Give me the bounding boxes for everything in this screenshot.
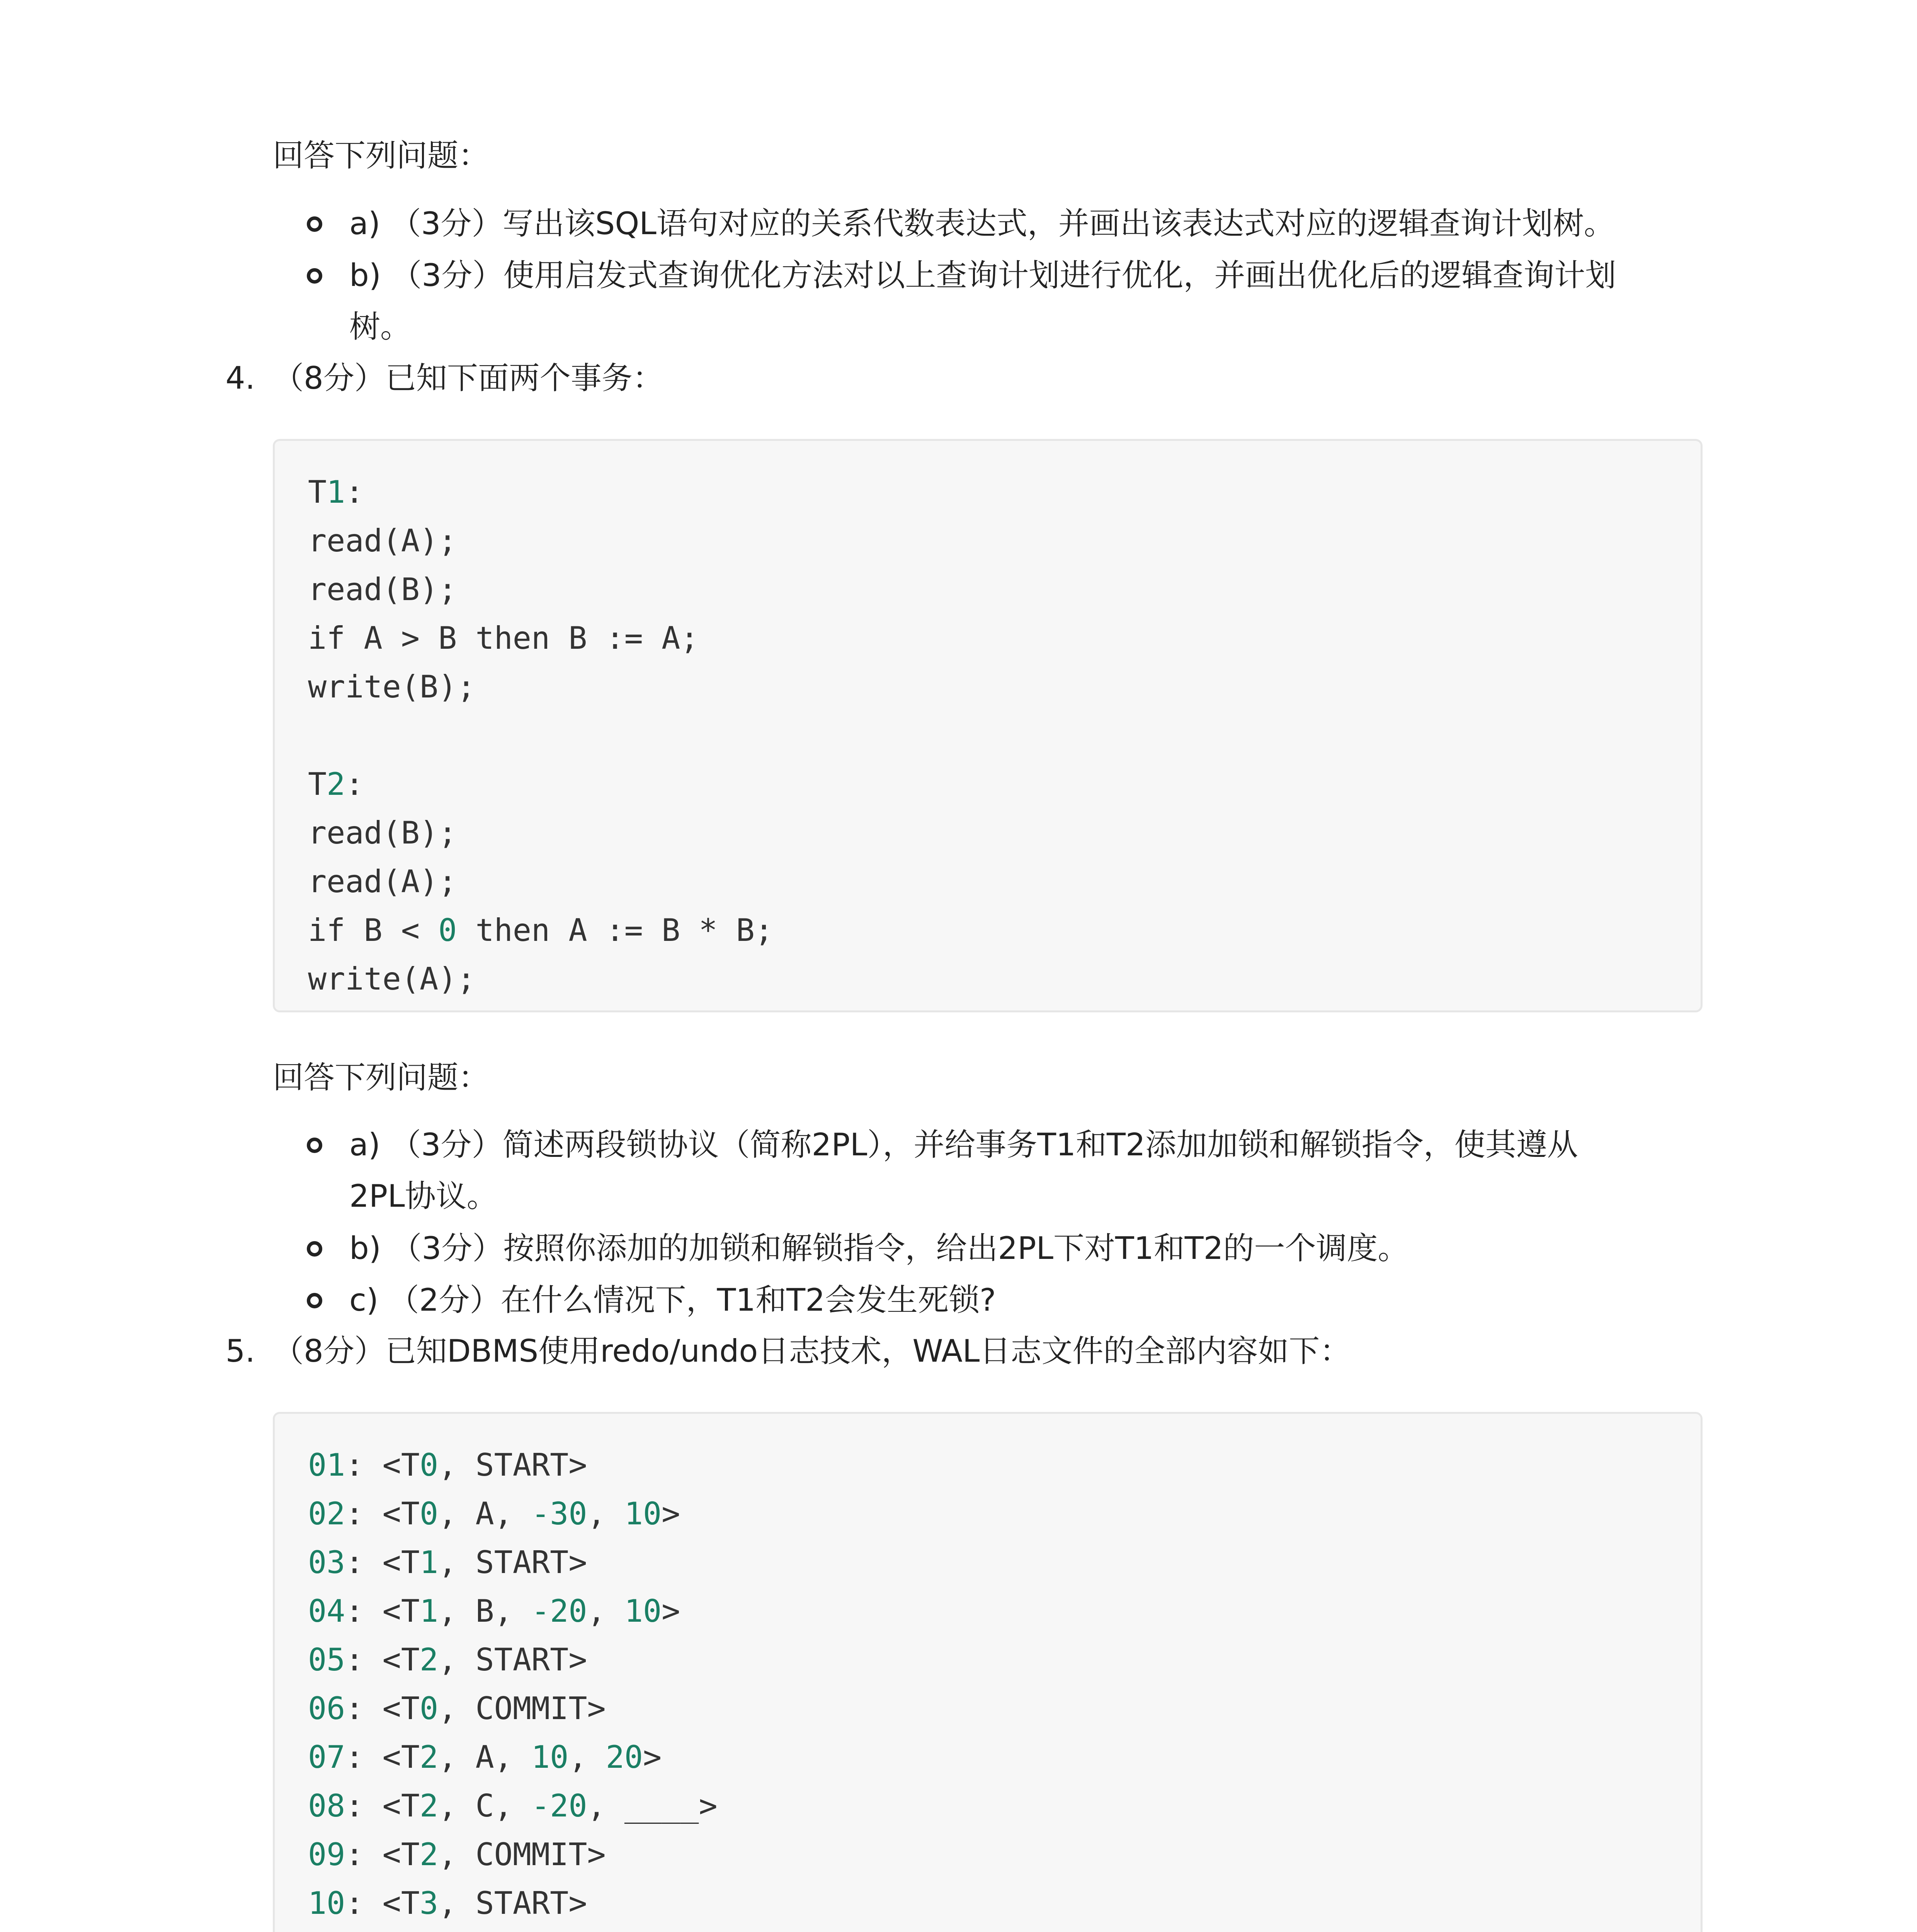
- question-text: （8分）已知DBMS使用redo/undo日志技术，WAL日志文件的全部内容如下：: [273, 1333, 1351, 1369]
- log-line: 03: <T1, START>: [308, 1544, 587, 1580]
- circle-bullet-icon: [307, 1293, 322, 1308]
- q4-item-a: a) （3分）简述两段锁协议（简称2PL），并给事务T1和T2添加加锁和解锁指令，使其遵从 2PL协议。: [349, 1127, 1578, 1214]
- code-line: read(A);: [308, 523, 457, 559]
- q4-item-b: b) （3分）按照你添加的加锁和解锁指令，给出2PL下对T1和T2的一个调度。: [349, 1230, 1409, 1266]
- q4-item-c: c) （2分）在什么情况下，T1和T2会发生死锁?: [349, 1282, 996, 1318]
- log-line: 08: <T2, C, -20, ____>: [308, 1788, 718, 1824]
- log-line: 06: <T0, COMMIT>: [308, 1690, 606, 1726]
- code-line: T1:: [308, 474, 364, 510]
- log-line: 05: <T2, START>: [308, 1642, 587, 1678]
- code-line: read(A);: [308, 864, 457, 900]
- q3-item-a: a) （3分）写出该SQL语句对应的关系代数表达式，并画出该表达式对应的逻辑查询计划树。: [349, 206, 1615, 242]
- code-lines: [308, 1441, 810, 1932]
- log-line: 07: <T2, A, 10, 20>: [308, 1739, 662, 1775]
- code-block-wal-log: [273, 1412, 1703, 1932]
- q4-answer-intro: 回答下列问题：: [273, 1060, 489, 1095]
- question-number: 4.: [225, 360, 255, 396]
- code-line: if B < 0 then A := B * B;: [308, 912, 774, 948]
- log-line: 04: <T1, B, -20, 10>: [308, 1593, 680, 1629]
- code-line: write(B);: [308, 669, 476, 705]
- code-line: write(A);: [308, 961, 476, 997]
- circle-bullet-icon: [307, 1138, 322, 1153]
- question-text: （8分）已知下面两个事务：: [273, 360, 663, 396]
- log-line: [308, 1928, 810, 1932]
- q3-answer-intro: 回答下列问题：: [273, 138, 489, 173]
- code-line: T2:: [308, 766, 364, 802]
- code-block-transactions: [273, 439, 1703, 1012]
- log-line: 02: <T0, A, -30, 10>: [308, 1496, 680, 1532]
- log-line: 10: <T3, START>: [308, 1885, 587, 1921]
- code-line: [308, 711, 773, 760]
- code-line: if A > B then B := A;: [308, 620, 699, 656]
- circle-bullet-icon: [307, 268, 322, 284]
- code-line: read(B);: [308, 571, 457, 607]
- log-line: 09: <T2, COMMIT>: [308, 1837, 606, 1872]
- circle-bullet-icon: [307, 216, 322, 232]
- code-line: read(B);: [308, 815, 457, 851]
- question-number: 5.: [225, 1333, 255, 1369]
- circle-bullet-icon: [307, 1241, 322, 1257]
- code-lines: [308, 468, 773, 1003]
- q3-item-b: b) （3分）使用启发式查询优化方法对以上查询计划进行优化，并画出优化后的逻辑查询计划 树。: [349, 257, 1616, 345]
- log-line: 01: <T0, START>: [308, 1447, 587, 1483]
